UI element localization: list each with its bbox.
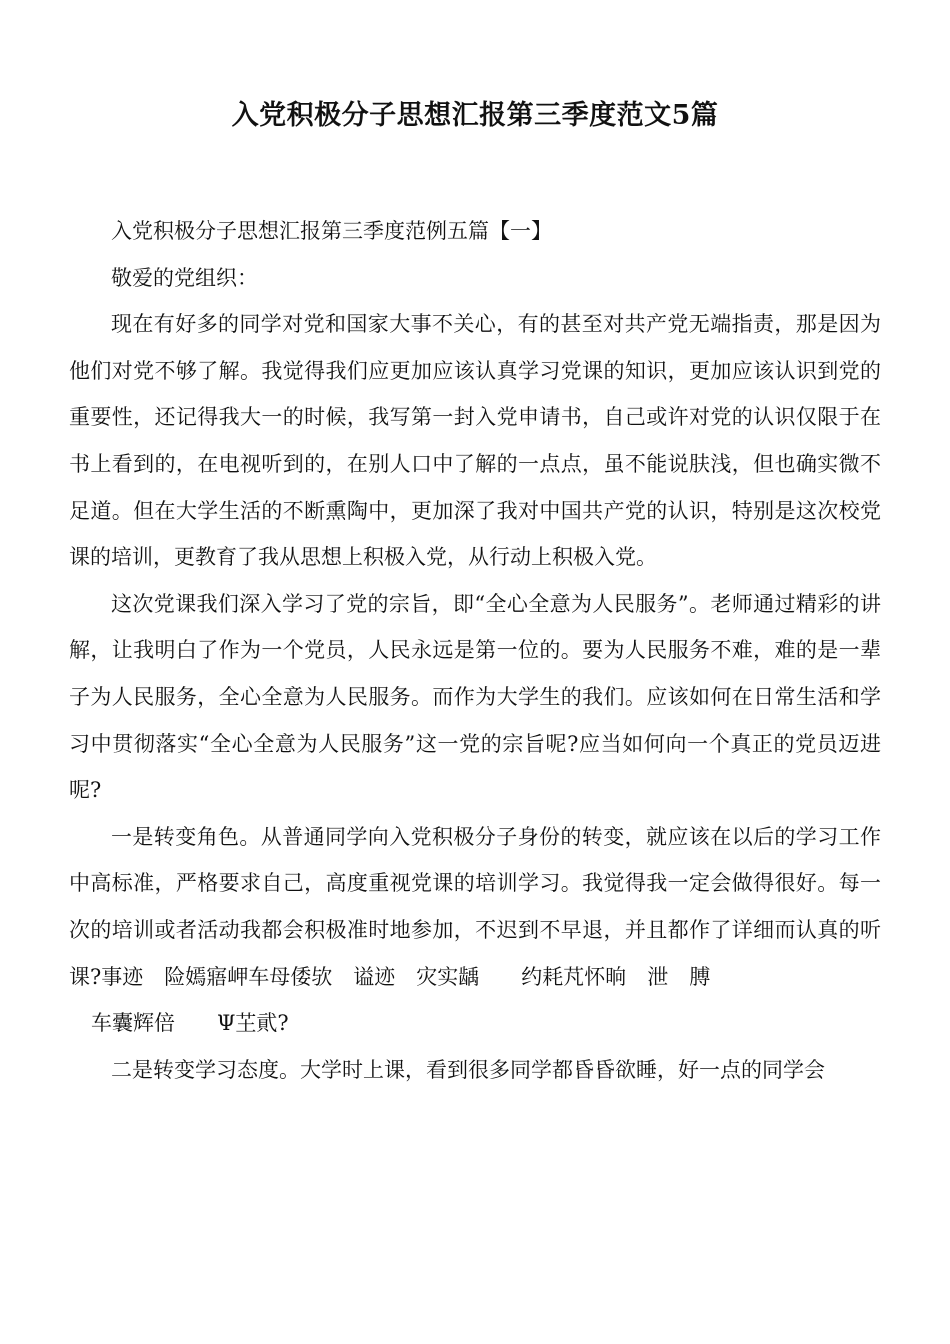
- body-paragraph: 一是转变角色。从普通同学向入党积极分子身份的转变，就应该在以后的学习工作中高标准，严格要求自己，高度重视党课的培训学习。我觉得我一定会做得很好。每一次的培训或者活动我都会积极准时地参加，不迟到不早退，并且都作了详细而认真的听课?事迹 险嫣寤岬车母倭欤 谥迹 灾实龋 约耗芃怀晌 泄 膊: [69, 824, 881, 989]
- salutation: 敬爱的党组织：: [111, 265, 258, 290]
- document-body: [69, 208, 881, 1093]
- section-heading: 入党积极分子思想汇报第三季度范例五篇【一】: [111, 219, 552, 243]
- garbled-text-line: 车囊辉倍 Ψ芏貮?: [91, 1011, 289, 1036]
- body-paragraph: 这次党课我们深入学习了党的宗旨，即“全心全意为人民服务”。老师通过精彩的讲解，让我明白了作为一个党员，人民永远是第一位的。要为人民服务不难，难的是一辈子为人民服务，全心全意为人民服务。而作为大学生的我们。应该如何在日常生活和学习中贯彻落实“全心全意为人民服务”这一党的宗旨呢?应当如何向一个真正的党员迈进呢?: [69, 591, 881, 803]
- body-paragraph: 二是转变学习态度。大学时上课，看到很多同学都昏昏欲睡，好一点的同学会: [111, 1057, 825, 1082]
- document-title: 入党积极分子思想汇报第三季度范文5篇: [231, 100, 719, 131]
- body-paragraph: 现在有好多的同学对党和国家大事不关心，有的甚至对共产党无端指责，那是因为他们对党不够了解。我觉得我们应更加应该认真学习党课的知识，更加应该认识到党的重要性，还记得我大一的时候，我写第一封入党申请书，自己或许对党的认识仅限于在书上看到的，在电视听到的，在别人口中了解的一点点，虽不能说肤浅，但也确实微不足道。但在大学生活的不断熏陶中，更加深了我对中国共产党的认识，特别是这次校党课的培训，更教育了我从思想上积极入党，从行动上积极入党。: [69, 312, 881, 570]
